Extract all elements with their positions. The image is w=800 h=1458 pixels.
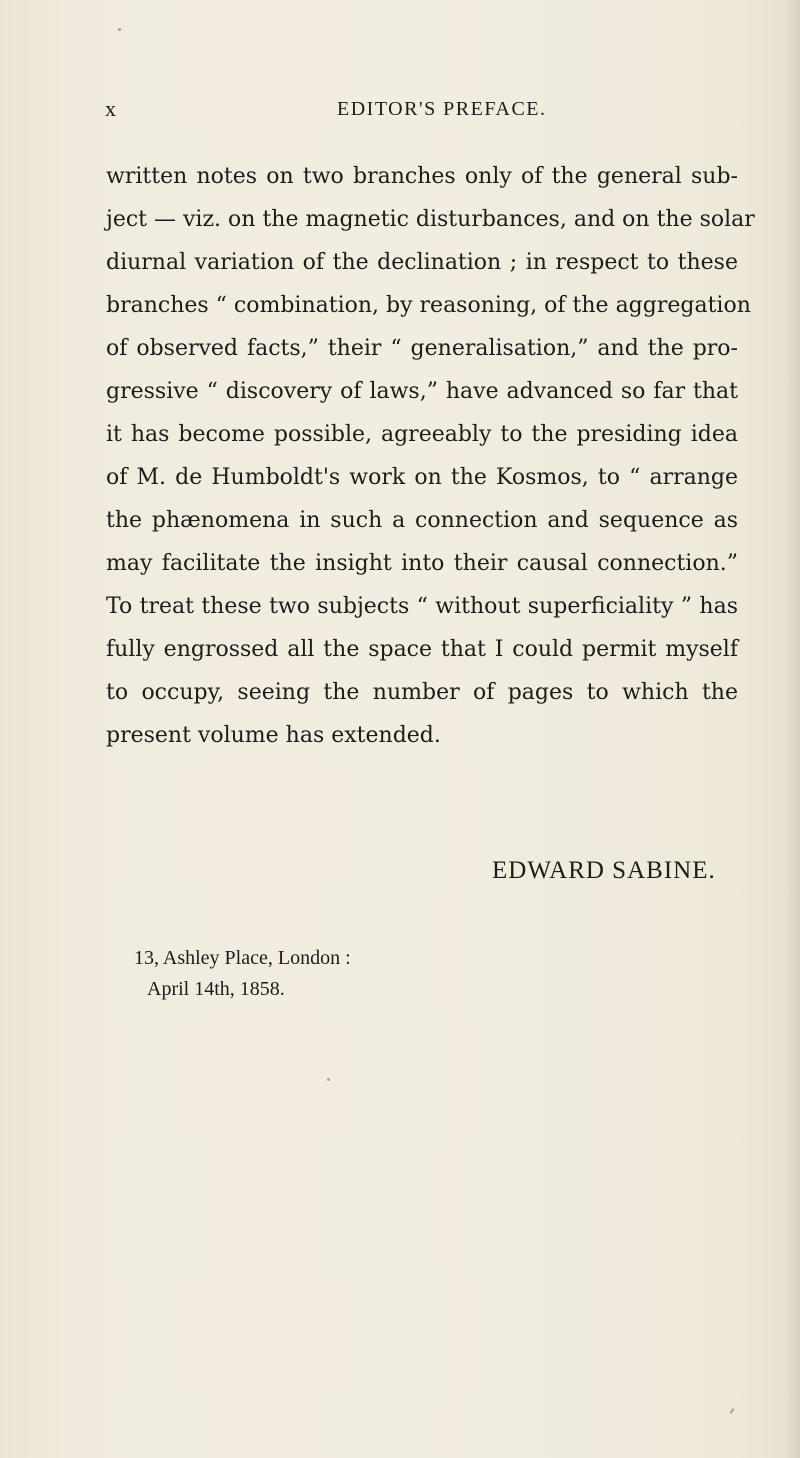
text-line: To treat these two subjects “ without superficiality ” has xyxy=(106,594,738,619)
text-line: written notes on two branches only of the general sub- xyxy=(106,164,738,189)
text-line: fully engrossed all the space that I could permit myself xyxy=(106,637,738,662)
text-line: diurnal variation of the declination ; in respect to these xyxy=(106,250,738,275)
page-edge-shadow xyxy=(786,0,800,1458)
text-line: present volume has extended. xyxy=(106,723,441,748)
author-signature: EDWARD SABINE. xyxy=(492,857,716,884)
running-head xyxy=(105,96,705,126)
text-line: branches “ combination, by reasoning, of the aggregation xyxy=(106,293,751,318)
paper-speck xyxy=(729,1408,734,1414)
running-title: EDITOR'S PREFACE. xyxy=(337,98,547,120)
text-line: to occupy, seeing the number of pages to which the xyxy=(106,680,738,705)
text-line: of M. de Humboldt's work on the Kosmos, to “ arrange xyxy=(106,465,738,490)
text-line: it has become possible, agreeably to the presiding idea xyxy=(106,422,738,447)
paper-speck xyxy=(327,1078,330,1081)
text-line: the phænomena in such a connection and sequence as xyxy=(106,508,738,533)
preface-body-text xyxy=(106,155,755,757)
text-line: ject — viz. on the magnetic disturbances, and on the solar xyxy=(106,207,755,232)
dateline xyxy=(134,943,351,1005)
text-line: of observed facts,” their “ generalisation,” and the pro- xyxy=(106,336,738,361)
text-line: may facilitate the insight into their causal connection.” xyxy=(106,551,738,576)
dateline-date: April 14th, 1858. xyxy=(147,978,285,1000)
text-line: gressive “ discovery of laws,” have advanced so far that xyxy=(106,379,738,404)
dateline-place: 13, Ashley Place, London : xyxy=(134,947,351,969)
paper-speck xyxy=(118,28,121,31)
page-number: x xyxy=(105,96,117,121)
